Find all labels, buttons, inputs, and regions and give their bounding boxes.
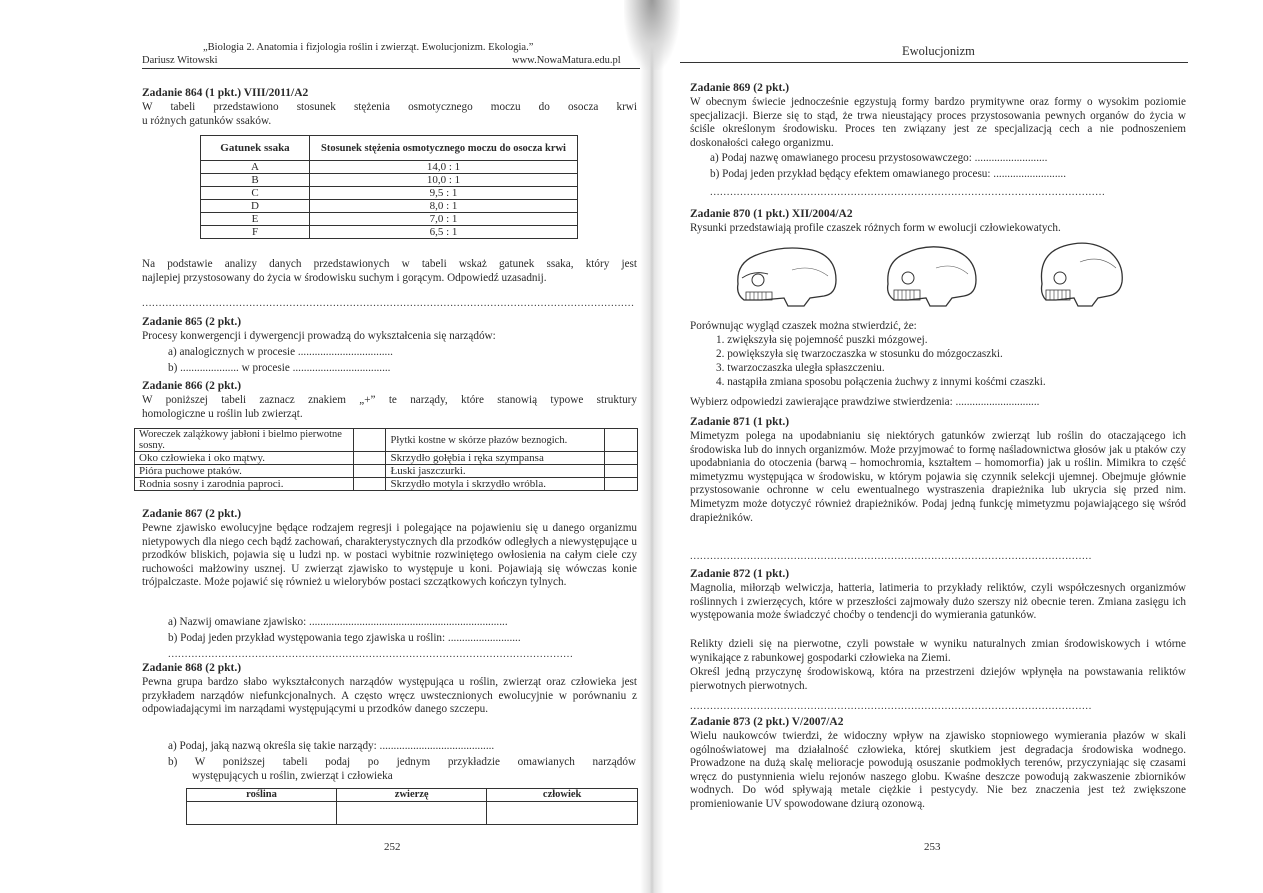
task-873-title: Zadanie 873 (2 pkt.) V/2007/A2 — [690, 716, 844, 728]
header-book-title: „Biologia 2. Anatomia i fizjologia roślin i zwierząt. Ewolucjonizm. Ekologia.” — [203, 42, 534, 53]
task-871-answer-line[interactable]: ........................................................................................................................ — [690, 550, 1092, 562]
table-row — [201, 161, 578, 174]
task-870-statement-2: 2. powiększyła się twarzoczaszka w stosunku do mózgoczaszki. — [716, 348, 1003, 360]
task-870-choose[interactable]: Wybierz odpowiedzi zawierające prawdziwe stwierdzenia: .............................. — [690, 396, 1040, 408]
homology-mark-box[interactable] — [354, 429, 386, 452]
task-870-title: Zadanie 870 (1 pkt.) XII/2004/A2 — [690, 208, 853, 220]
homology-left-cell: Rodnia sosny i zarodnia paproci. — [135, 478, 354, 491]
homology-mark-box[interactable] — [605, 429, 638, 452]
species-cell: D — [201, 200, 310, 213]
task-866-title: Zadanie 866 (2 pkt.) — [142, 380, 242, 392]
table-row — [135, 429, 638, 452]
header-website[interactable]: www.NowaMatura.edu.pl — [512, 55, 621, 66]
table-header-plant: roślina — [187, 789, 337, 802]
task-870-statement-3: 3. twarzoczaszka uległa spłaszczeniu. — [716, 362, 885, 374]
ratio-cell: 6,5 : 1 — [310, 226, 578, 239]
homology-right-cell: Skrzydło gołębia i ręka szympansa — [386, 452, 605, 465]
task-866-intro-2: homologiczne u roślin lub zwierząt. — [142, 408, 303, 420]
homology-right-cell: Łuski jaszczurki. — [386, 465, 605, 478]
answer-cell[interactable] — [337, 802, 487, 825]
task-870-intro: Rysunki przedstawiają profile czaszek różnych form w ewolucji człowiekowatych. — [690, 222, 1061, 234]
homology-mark-box[interactable] — [605, 465, 638, 478]
header-rule — [680, 62, 1188, 63]
answer-cell[interactable] — [487, 802, 638, 825]
task-868-table — [186, 788, 638, 825]
right-page — [652, 0, 1263, 893]
task-868-item-b-2: występujących u roślin, zwierząt i człowieka — [192, 770, 393, 782]
task-870-statement-4: 4. nastąpiła zmiana sposobu połączenia żuchwy z innymi kośćmi czaszki. — [716, 376, 1046, 388]
task-868-title: Zadanie 868 (2 pkt.) — [142, 662, 242, 674]
task-867-title: Zadanie 867 (2 pkt.) — [142, 508, 242, 520]
task-867-answer-line[interactable]: ......................................................................................................................... — [168, 648, 574, 660]
task-869-answer-line[interactable]: ...................................................................................................................... — [710, 186, 1106, 198]
header-rule — [142, 68, 640, 69]
task-868-text: Pewna grupa bardzo słabo wykształconych narządów występująca u roślin, zwierząt oraz człowieka jest przykładem narządów niefunkcjonalnych. A często wręcz uwstecznionych ewolucyjnie w porównaniu z odpowiadającymi im narządami występującymi u przodków danego szczepu. — [142, 676, 637, 716]
task-872-text-1: Magnolia, miłorząb welwiczja, hatteria, latimeria to przykłady reliktów, czyli współczesnych organizmów roślinnych i zwierzęcych, które w przeszłości zajmowały dużo szerszy niż obecnie teren. Zmiana zasięgu ich występowania może świadczyć choćby o tendencji do wymierania gatunków. — [690, 582, 1186, 622]
homology-mark-box[interactable] — [605, 452, 638, 465]
table-row — [201, 200, 578, 213]
task-869-item-a[interactable]: a) Podaj nazwę omawianego procesu przystosowawczego: .......................... — [710, 152, 1048, 164]
ratio-cell: 9,5 : 1 — [310, 187, 578, 200]
species-cell: A — [201, 161, 310, 174]
task-867-item-a[interactable]: a) Nazwij omawiane zjawisko: ....................................................................... — [168, 616, 508, 628]
table-row — [201, 226, 578, 239]
task-866-table — [134, 428, 638, 491]
task-864-title: Zadanie 864 (1 pkt.) VIII/2011/A2 — [142, 87, 309, 99]
page-number-left: 252 — [384, 841, 401, 853]
task-869-title: Zadanie 869 (2 pkt.) — [690, 82, 790, 94]
task-872-text-3: Określ jedną przyczynę środowiskową, która na przestrzeni dziejów wpłynęła na powstawania reliktów pierwotnych pierwotnych. — [690, 666, 1186, 692]
task-867-item-b[interactable]: b) Podaj jeden przykład występowania tego zjawiska u roślin: .......................... — [168, 632, 521, 644]
task-867-text: Pewne zjawisko ewolucyjne będące rodzajem regresji i polegające na pojawieniu się u danego organizmu nietypowych dla niego cech bądź zachowań, charakterystycznych dla przodków odległych a niewystępujące u przodków bliskich, pojawia się u ludzi np. w postaci wybitnie rozwiniętego owłosienia na całym ciele czy ruchowości małżowiny usznej. U zwierząt zjawisko to występuje u koni. Pojawiają się wówczas konie trójpalczaste. Może pojawić się również u wielorybów postaci szczątkowych kończyn tylnych. — [142, 522, 637, 589]
task-865-title: Zadanie 865 (2 pkt.) — [142, 316, 242, 328]
task-864-question-2: najlepiej przystosowany do życia w środowisku suchym i gorącym. Odpowiedź uzasadnij. — [142, 272, 547, 284]
ratio-cell: 7,0 : 1 — [310, 213, 578, 226]
homology-right-cell: Skrzydło motyla i skrzydło wróbla. — [386, 478, 605, 491]
task-870-statement-1: 1. zwiększyła się pojemność puszki mózgowej. — [716, 334, 928, 346]
table-row — [187, 802, 638, 825]
table-header-human: człowiek — [487, 789, 638, 802]
homology-right-cell: Płytki kostne w skórze płazów beznogich. — [386, 429, 605, 452]
table-row — [201, 187, 578, 200]
table-header-species: Gatunek ssaka — [201, 136, 310, 161]
table-row — [201, 213, 578, 226]
homology-left-cell: Woreczek zalążkowy jabłoni i bielmo pierwotne sosny. — [135, 429, 354, 452]
answer-cell[interactable] — [187, 802, 337, 825]
task-866-intro: W poniższej tabeli zaznacz znakiem „+” te narządy, które stanowią typowe struktury — [142, 394, 637, 406]
task-864-question: Na podstawie analizy danych przedstawionych w tabeli wskaż gatunek ssaka, który jest — [142, 258, 637, 270]
task-870-compare: Porównując wygląd czaszek można stwierdzić, że: — [690, 320, 917, 332]
table-row — [135, 478, 638, 491]
task-869-text: W obecnym świecie jednocześnie egzystują formy bardzo prymitywne oraz formy o wysokim poziomie specjalizacji. Bierze się to stąd, że trwa nieustający proces przystosowania pewnych organów do życia w ściśle określonym środowisku. Proces ten związany jest ze specjalizacją cech a nie podnoszeniem doskonałości całego organizmu. — [690, 96, 1186, 149]
homology-mark-box[interactable] — [354, 452, 386, 465]
task-864-table — [200, 135, 578, 239]
task-865-intro: Procesy konwergencji i dywergencji prowadzą do wykształcenia się narządów: — [142, 330, 496, 342]
task-865-item-a[interactable]: a) analogicznych w procesie .................................. — [168, 346, 393, 358]
task-869-item-b[interactable]: b) Podaj jeden przykład będący efektem omawianego procesu: .......................... — [710, 168, 1067, 180]
task-872-text-2: Relikty dzieli się na pierwotne, czyli powstałe w wyniku naturalnych zmian środowiskowych i wtórne wynikające z rabunkowej gospodarki człowieka na Ziemi. — [690, 638, 1186, 664]
homology-mark-box[interactable] — [605, 478, 638, 491]
species-cell: F — [201, 226, 310, 239]
task-864-answer-line[interactable]: ................................................................................................................................................... — [142, 297, 634, 309]
header-author: Dariusz Witowski — [142, 55, 218, 66]
task-871-text: Mimetyzm polega na upodabnianiu się niektórych gatunków zwierząt lub roślin do otaczającego ich środowiska lub do innych organizmów. Może przyjmować to formę naśladownictwa głosów jak u ptaków czy upodabniania do otoczenia (barwą – homochromia, kształtem – homomorfia) jak u roślin. Mimikra to część mimetyzmu występująca w środowisku, w którym pojawia się czynnik selekcji ujemnej. Obejmuje głównie przystosowanie ochronne w celu ewentualnego wystraszenia drapieżnika lub ukrycia się przed nim. Mimetyzm może dotyczyć również drapieżników. Podaj jedną funkcję mimetyzmu pojawiającego się wśród drapieżników. — [690, 430, 1186, 524]
task-868-item-b: b) W poniższej tabeli podaj po jednym przykładzie omawianych narządów — [168, 756, 636, 768]
species-cell: B — [201, 174, 310, 187]
task-864-intro: W tabeli przedstawiono stosunek stężenia osmotycznego moczu do osocza krwi — [142, 101, 637, 113]
homology-left-cell: Oko człowieka i oko mątwy. — [135, 452, 354, 465]
homology-left-cell: Pióra puchowe ptaków. — [135, 465, 354, 478]
header-section-title: Ewolucjonizm — [902, 44, 975, 58]
table-row — [201, 174, 578, 187]
skull-1-image — [732, 244, 842, 310]
task-872-answer-line[interactable]: ........................................................................................................................ — [690, 700, 1092, 712]
ratio-cell: 10,0 : 1 — [310, 174, 578, 187]
skull-2-image — [880, 244, 980, 310]
task-864-intro-2: u różnych gatunków ssaków. — [142, 115, 272, 127]
table-row — [135, 452, 638, 465]
table-header-animal: zwierzę — [337, 789, 487, 802]
task-868-item-a[interactable]: a) Podaj, jaką nazwą określa się takie narządy: ......................................... — [168, 740, 495, 752]
ratio-cell: 8,0 : 1 — [310, 200, 578, 213]
skull-3-image — [1030, 240, 1126, 310]
table-row — [135, 465, 638, 478]
task-873-text: Wielu naukowców twierdzi, że widoczny wpływ na zjawisko stopniowego wymierania płazów w skali ogólnoświatowej ma działalność człowieka, której skutkiem jest degradacja środowiska wodnego. Prowadzone na dużą skalę melioracje powodują osuszanie podmokłych terenów, przyczyniając się czasami wręcz do pustynnienia wielu rejonów naszego globu. Kwaśne deszcze powodują zakwaszenie zbiorników wodnych. Do wód spływają metale ciężkie i pestycydy. Nie bez znaczenia jest też zwiększone promieniowanie UV spowodowane dziurą ozonową. — [690, 730, 1186, 810]
species-cell: C — [201, 187, 310, 200]
table-header-ratio: Stosunek stężenia osmotycznego moczu do osocza krwi — [310, 136, 578, 161]
homology-mark-box[interactable] — [354, 478, 386, 491]
task-871-title: Zadanie 871 (1 pkt.) — [690, 416, 790, 428]
page-number-right: 253 — [924, 841, 941, 853]
task-865-item-b[interactable]: b) ..................... w procesie ................................... — [168, 362, 391, 374]
ratio-cell: 14,0 : 1 — [310, 161, 578, 174]
task-872-title: Zadanie 872 (1 pkt.) — [690, 568, 790, 580]
species-cell: E — [201, 213, 310, 226]
homology-mark-box[interactable] — [354, 465, 386, 478]
